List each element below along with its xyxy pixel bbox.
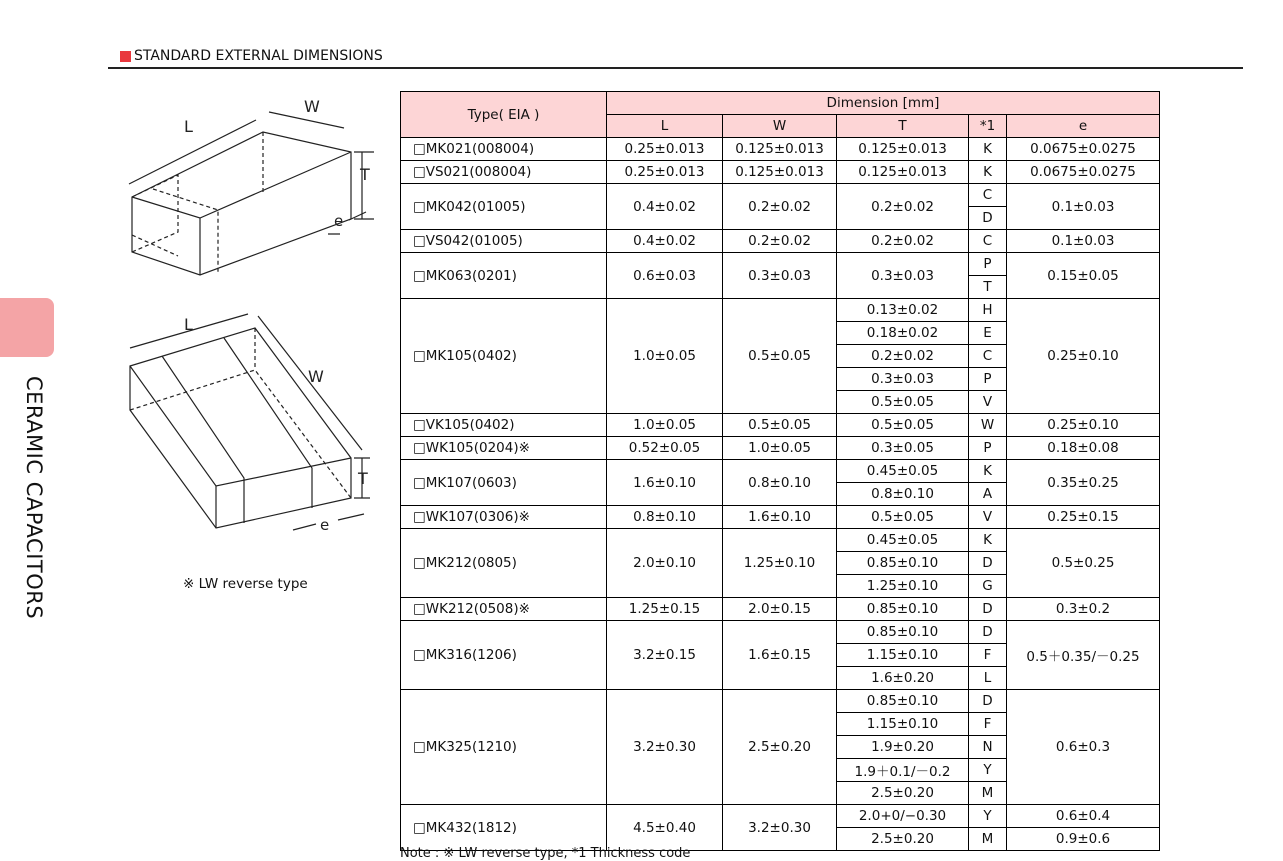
table-row [401, 506, 1160, 529]
col-head-dimension: Dimension [mm] [607, 92, 1160, 115]
chip-diagram-standard [118, 92, 388, 282]
thickness-cell: 0.3±0.05 [837, 437, 969, 460]
e-cell: 0.1±0.03 [1007, 184, 1160, 230]
length-cell: 4.5±0.40 [607, 805, 723, 851]
thickness-code-cell: Y [969, 759, 1007, 782]
table-row [401, 437, 1160, 460]
table-row [401, 621, 1160, 644]
section-title: STANDARD EXTERNAL DIMENSIONS [134, 48, 383, 64]
thickness-code-cell: N [969, 736, 1007, 759]
type-cell: □VS021(008004) [401, 161, 607, 184]
e-cell: 0.25±0.10 [1007, 414, 1160, 437]
length-cell: 0.25±0.013 [607, 138, 723, 161]
thickness-cell: 0.5±0.05 [837, 391, 969, 414]
e-cell: 0.25±0.10 [1007, 299, 1160, 414]
e-cell: 0.3±0.2 [1007, 598, 1160, 621]
label-e-bottom: e [320, 516, 330, 534]
thickness-code-cell: T [969, 276, 1007, 299]
thickness-code-cell: E [969, 322, 1007, 345]
thickness-code-cell: V [969, 391, 1007, 414]
width-cell: 1.6±0.10 [723, 506, 837, 529]
footnote: Note : ※ LW reverse type, *1 Thickness code [400, 846, 691, 861]
thickness-cell: 1.9±0.20 [837, 736, 969, 759]
thickness-cell: 0.2±0.02 [837, 184, 969, 230]
length-cell: 3.2±0.15 [607, 621, 723, 690]
width-cell: 1.0±0.05 [723, 437, 837, 460]
col-head-T: T [837, 115, 969, 138]
e-cell: 0.0675±0.0275 [1007, 138, 1160, 161]
thickness-cell: 0.3±0.03 [837, 368, 969, 391]
e-cell: 0.5±0.25 [1007, 529, 1160, 598]
table-row [401, 299, 1160, 322]
type-cell: □MK021(008004) [401, 138, 607, 161]
length-cell: 0.8±0.10 [607, 506, 723, 529]
length-cell: 1.25±0.15 [607, 598, 723, 621]
length-cell: 3.2±0.30 [607, 690, 723, 805]
col-head-L: L [607, 115, 723, 138]
label-T-top: T [360, 165, 370, 184]
thickness-code-cell: K [969, 460, 1007, 483]
length-cell: 1.6±0.10 [607, 460, 723, 506]
width-cell: 0.2±0.02 [723, 184, 837, 230]
length-cell: 0.52±0.05 [607, 437, 723, 460]
thickness-cell: 0.3±0.03 [837, 253, 969, 299]
thickness-cell: 0.5±0.05 [837, 506, 969, 529]
label-W-bottom: W [308, 367, 324, 386]
chip-diagram-lw-reverse [118, 308, 388, 548]
dimension-table [400, 91, 1160, 851]
side-tab-marker [0, 298, 54, 357]
length-cell: 0.4±0.02 [607, 230, 723, 253]
width-cell: 1.6±0.15 [723, 621, 837, 690]
thickness-cell: 2.0+0/−0.30 [837, 805, 969, 828]
length-cell: 2.0±0.10 [607, 529, 723, 598]
e-cell: 0.5＋0.35/－0.25 [1007, 621, 1160, 690]
side-tab-label: CERAMIC CAPACITORS [22, 376, 46, 620]
thickness-code-cell: G [969, 575, 1007, 598]
lw-reverse-note: ※ LW reverse type [183, 576, 308, 592]
thickness-code-cell: D [969, 690, 1007, 713]
col-head-type: Type( EIA ) [401, 92, 607, 138]
width-cell: 0.3±0.03 [723, 253, 837, 299]
thickness-cell: 0.125±0.013 [837, 161, 969, 184]
length-cell: 0.6±0.03 [607, 253, 723, 299]
thickness-code-cell: D [969, 621, 1007, 644]
width-cell: 0.5±0.05 [723, 299, 837, 414]
thickness-cell: 2.5±0.20 [837, 828, 969, 851]
thickness-code-cell: D [969, 207, 1007, 230]
e-cell: 0.6±0.4 [1007, 805, 1160, 828]
type-cell: □MK212(0805) [401, 529, 607, 598]
table-row [401, 690, 1160, 713]
type-cell: □MK042(01005) [401, 184, 607, 230]
thickness-cell: 0.8±0.10 [837, 483, 969, 506]
type-cell: □MK432(1812) [401, 805, 607, 851]
thickness-code-cell: P [969, 368, 1007, 391]
thickness-cell: 2.5±0.20 [837, 782, 969, 805]
table-row [401, 230, 1160, 253]
thickness-code-cell: M [969, 828, 1007, 851]
table-row [401, 598, 1160, 621]
length-cell: 1.0±0.05 [607, 414, 723, 437]
thickness-cell: 0.85±0.10 [837, 552, 969, 575]
length-cell: 0.25±0.013 [607, 161, 723, 184]
thickness-code-cell: C [969, 345, 1007, 368]
thickness-code-cell: C [969, 230, 1007, 253]
thickness-code-cell: F [969, 713, 1007, 736]
table-row [401, 414, 1160, 437]
thickness-cell: 1.9＋0.1/－0.2 [837, 759, 969, 782]
thickness-code-cell: F [969, 644, 1007, 667]
thickness-cell: 0.85±0.10 [837, 621, 969, 644]
thickness-code-cell: K [969, 529, 1007, 552]
thickness-code-cell: D [969, 552, 1007, 575]
type-cell: □MK063(0201) [401, 253, 607, 299]
type-cell: □MK107(0603) [401, 460, 607, 506]
section-header [120, 48, 383, 64]
thickness-cell: 0.85±0.10 [837, 690, 969, 713]
thickness-cell: 0.45±0.05 [837, 529, 969, 552]
label-W-top: W [304, 97, 320, 116]
thickness-cell: 0.45±0.05 [837, 460, 969, 483]
e-cell: 0.6±0.3 [1007, 690, 1160, 805]
table-row [401, 184, 1160, 207]
thickness-code-cell: K [969, 138, 1007, 161]
table-row [401, 529, 1160, 552]
type-cell: □VS042(01005) [401, 230, 607, 253]
width-cell: 0.2±0.02 [723, 230, 837, 253]
width-cell: 3.2±0.30 [723, 805, 837, 851]
col-head-W: W [723, 115, 837, 138]
label-e-top: e [334, 212, 344, 230]
thickness-cell: 1.6±0.20 [837, 667, 969, 690]
type-cell: □VK105(0402) [401, 414, 607, 437]
thickness-code-cell: A [969, 483, 1007, 506]
thickness-cell: 1.15±0.10 [837, 713, 969, 736]
thickness-code-cell: V [969, 506, 1007, 529]
thickness-code-cell: P [969, 253, 1007, 276]
col-head-code: *1 [969, 115, 1007, 138]
width-cell: 0.125±0.013 [723, 161, 837, 184]
e-cell: 0.9±0.6 [1007, 828, 1160, 851]
length-cell: 1.0±0.05 [607, 299, 723, 414]
type-cell: □WK107(0306)※ [401, 506, 607, 529]
table-row [401, 161, 1160, 184]
table-row [401, 138, 1160, 161]
thickness-cell: 0.5±0.05 [837, 414, 969, 437]
thickness-code-cell: Y [969, 805, 1007, 828]
table-row [401, 253, 1160, 276]
e-cell: 0.25±0.15 [1007, 506, 1160, 529]
width-cell: 2.0±0.15 [723, 598, 837, 621]
width-cell: 0.8±0.10 [723, 460, 837, 506]
e-cell: 0.18±0.08 [1007, 437, 1160, 460]
e-cell: 0.35±0.25 [1007, 460, 1160, 506]
thickness-code-cell: C [969, 184, 1007, 207]
label-L-bottom: L [184, 315, 193, 334]
width-cell: 2.5±0.20 [723, 690, 837, 805]
col-head-e: e [1007, 115, 1160, 138]
thickness-cell: 0.2±0.02 [837, 230, 969, 253]
e-cell: 0.0675±0.0275 [1007, 161, 1160, 184]
thickness-code-cell: D [969, 598, 1007, 621]
type-cell: □MK105(0402) [401, 299, 607, 414]
thickness-cell: 1.25±0.10 [837, 575, 969, 598]
thickness-cell: 0.13±0.02 [837, 299, 969, 322]
width-cell: 1.25±0.10 [723, 529, 837, 598]
type-cell: □WK105(0204)※ [401, 437, 607, 460]
thickness-code-cell: L [969, 667, 1007, 690]
thickness-code-cell: H [969, 299, 1007, 322]
table-row [401, 460, 1160, 483]
width-cell: 0.125±0.013 [723, 138, 837, 161]
label-T-bottom: T [358, 469, 368, 488]
red-square-icon [120, 51, 131, 62]
thickness-code-cell: M [969, 782, 1007, 805]
thickness-code-cell: K [969, 161, 1007, 184]
length-cell: 0.4±0.02 [607, 184, 723, 230]
table-body [401, 138, 1160, 851]
header-rule [108, 67, 1243, 69]
thickness-cell: 0.85±0.10 [837, 598, 969, 621]
e-cell: 0.15±0.05 [1007, 253, 1160, 299]
thickness-cell: 0.18±0.02 [837, 322, 969, 345]
type-cell: □MK316(1206) [401, 621, 607, 690]
type-cell: □WK212(0508)※ [401, 598, 607, 621]
thickness-cell: 0.125±0.013 [837, 138, 969, 161]
e-cell: 0.1±0.03 [1007, 230, 1160, 253]
thickness-cell: 0.2±0.02 [837, 345, 969, 368]
table-row [401, 805, 1160, 828]
thickness-code-cell: W [969, 414, 1007, 437]
width-cell: 0.5±0.05 [723, 414, 837, 437]
thickness-cell: 1.15±0.10 [837, 644, 969, 667]
type-cell: □MK325(1210) [401, 690, 607, 805]
label-L-top: L [184, 117, 193, 136]
thickness-code-cell: P [969, 437, 1007, 460]
